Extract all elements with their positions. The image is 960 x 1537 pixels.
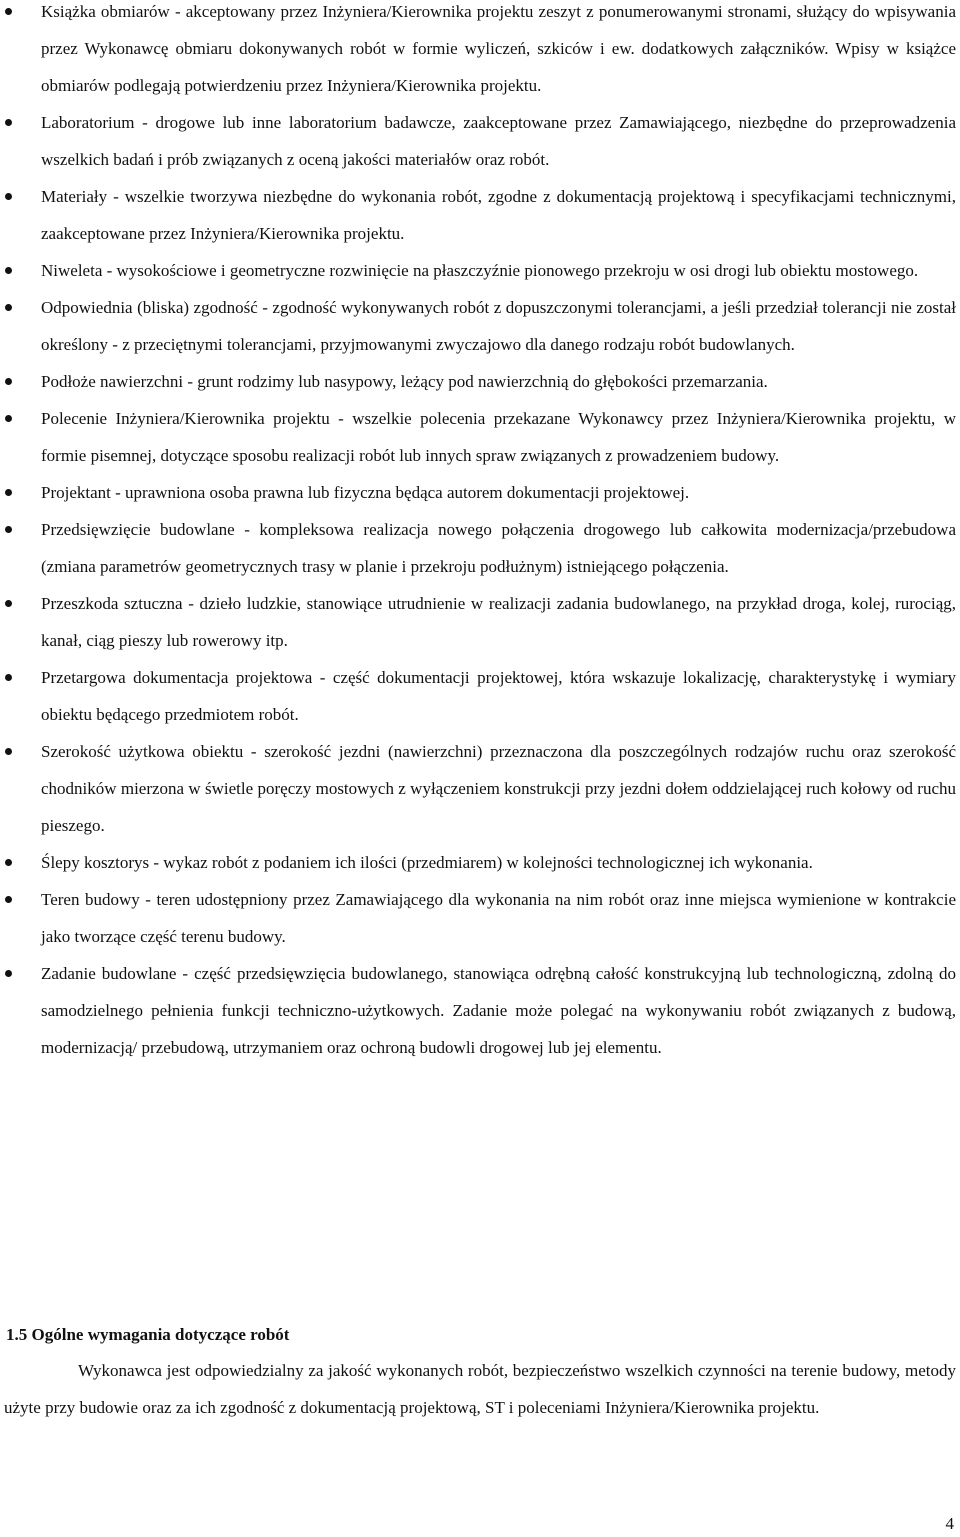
definition-item: [0, 659, 960, 733]
definition-text: Przeszkoda sztuczna - dzieło ludzkie, stanowiące utrudnienie w realizacji zadania budowlanego, na przykład droga, kolej, rurociąg, kanał, ciąg pieszy lub rowerowy itp.: [41, 594, 956, 650]
definition-text: Zadanie budowlane - część przedsięwzięcia budowlanego, stanowiąca odrębną całość konstrukcyjną lub technologiczną, zdolną do samodzielnego pełnienia funkcji techniczno-użytkowych. Zadanie może polegać na wykonywaniu robót związanych z budową, modernizacją/ przebudową, utrzymaniem oraz ochroną budowli drogowej lub jej elementu.: [41, 964, 956, 1057]
definition-item: [0, 511, 960, 585]
definition-item: [0, 844, 960, 881]
definition-item: [0, 400, 960, 474]
definition-item: [0, 585, 960, 659]
bullet-icon: [5, 267, 12, 274]
definition-item: [0, 955, 960, 1066]
section-paragraph: Wykonawca jest odpowiedzialny za jakość wykonanych robót, bezpieczeństwo wszelkich czynności na terenie budowy, metody użyte przy budowie oraz za ich zgodność z dokumentacją projektową, ST i poleceniami Inżyniera/Kierownika projektu.: [4, 1361, 956, 1417]
bullet-icon: [5, 119, 12, 126]
definition-item: [0, 252, 960, 289]
bullet-icon: [5, 415, 12, 422]
bullet-icon: [5, 193, 12, 200]
definition-text: Projektant - uprawniona osoba prawna lub fizyczna będąca autorem dokumentacji projektowej.: [41, 483, 690, 502]
bullet-icon: [5, 896, 12, 903]
bullet-icon: [5, 304, 12, 311]
definition-item: [0, 289, 960, 363]
definition-item: [0, 178, 960, 252]
bullet-icon: [5, 8, 12, 15]
bullet-icon: [5, 526, 12, 533]
bullet-icon: [5, 600, 12, 607]
definition-text: Ślepy kosztorys - wykaz robót z podaniem ich ilości (przedmiarem) w kolejności technologicznej ich wykonania.: [41, 853, 813, 872]
bullet-icon: [5, 378, 12, 385]
definition-text: Laboratorium - drogowe lub inne laboratorium badawcze, zaakceptowane przez Zamawiającego, niezbędne do przeprowadzenia wszelkich badań i prób związanych z oceną jakości materiałów oraz robót.: [41, 113, 956, 169]
page-number: 4: [945, 1514, 954, 1533]
section-heading: 1.5 Ogólne wymagania dotyczące robót: [6, 1325, 290, 1344]
definition-text: Odpowiednia (bliska) zgodność - zgodność wykonywanych robót z dopuszczonymi tolerancjami, a jeśli przedział tolerancji nie został określony - z przeciętnymi tolerancjami, przyjmowanymi zwyczajowo dla danego rodzaju robót budowlanych.: [41, 298, 956, 354]
definition-item: [0, 881, 960, 955]
definition-item: [0, 733, 960, 844]
definition-text: Materiały - wszelkie tworzywa niezbędne do wykonania robót, zgodne z dokumentacją projektową i specyfikacjami technicznymi, zaakceptowane przez Inżyniera/Kierownika projektu.: [41, 187, 956, 243]
bullet-icon: [5, 859, 12, 866]
definition-text: Książka obmiarów - akceptowany przez Inżyniera/Kierownika projektu zeszyt z ponumerowanymi stronami, służący do wpisywania przez Wykonawcę obmiaru dokonywanych robót w formie wyliczeń, szkiców i ew. dodatkowych załączników. Wpisy w książce obmiarów podlegają potwierdzeniu przez Inżyniera/Kierownika projektu.: [41, 2, 956, 95]
bullet-icon: [5, 970, 12, 977]
definition-text: Przetargowa dokumentacja projektowa - część dokumentacji projektowej, która wskazuje lokalizację, charakterystykę i wymiary obiektu będącego przedmiotem robót.: [41, 668, 956, 724]
definition-text: Szerokość użytkowa obiektu - szerokość jezdni (nawierzchni) przeznaczona dla poszczególnych rodzajów ruchu oraz szerokość chodników mierzona w świetle poręczy mostowych z wyłączeniem konstrukcji przy jezdni dołem oddzielającej ruch kołowy od ruchu pieszego.: [41, 742, 956, 835]
definition-text: Niweleta - wysokościowe i geometryczne rozwinięcie na płaszczyźnie pionowego przekroju w osi drogi lub obiektu mostowego.: [41, 261, 919, 280]
bullet-icon: [5, 748, 12, 755]
definition-text: Teren budowy - teren udostępniony przez Zamawiającego dla wykonania na nim robót oraz inne miejsca wymienione w kontrakcie jako tworzące część terenu budowy.: [41, 890, 956, 946]
definition-item: [0, 363, 960, 400]
definition-item: [0, 104, 960, 178]
definition-item: [0, 0, 960, 104]
definition-text: Przedsięwzięcie budowlane - kompleksowa realizacja nowego połączenia drogowego lub całkowita modernizacja/przebudowa (zmiana parametrów geometrycznych trasy w planie i przekroju podłużnym) istniejącego połączenia.: [41, 520, 956, 576]
definition-text: Podłoże nawierzchni - grunt rodzimy lub nasypowy, leżący pod nawierzchnią do głębokości przemarzania.: [41, 372, 768, 391]
definition-item: [0, 474, 960, 511]
bullet-icon: [5, 674, 12, 681]
definition-text: Polecenie Inżyniera/Kierownika projektu - wszelkie polecenia przekazane Wykonawcy przez Inżyniera/Kierownika projektu, w formie pisemnej, dotyczące sposobu realizacji robót lub innych spraw związanych z prowadzeniem budowy.: [41, 409, 956, 465]
bullet-icon: [5, 489, 12, 496]
